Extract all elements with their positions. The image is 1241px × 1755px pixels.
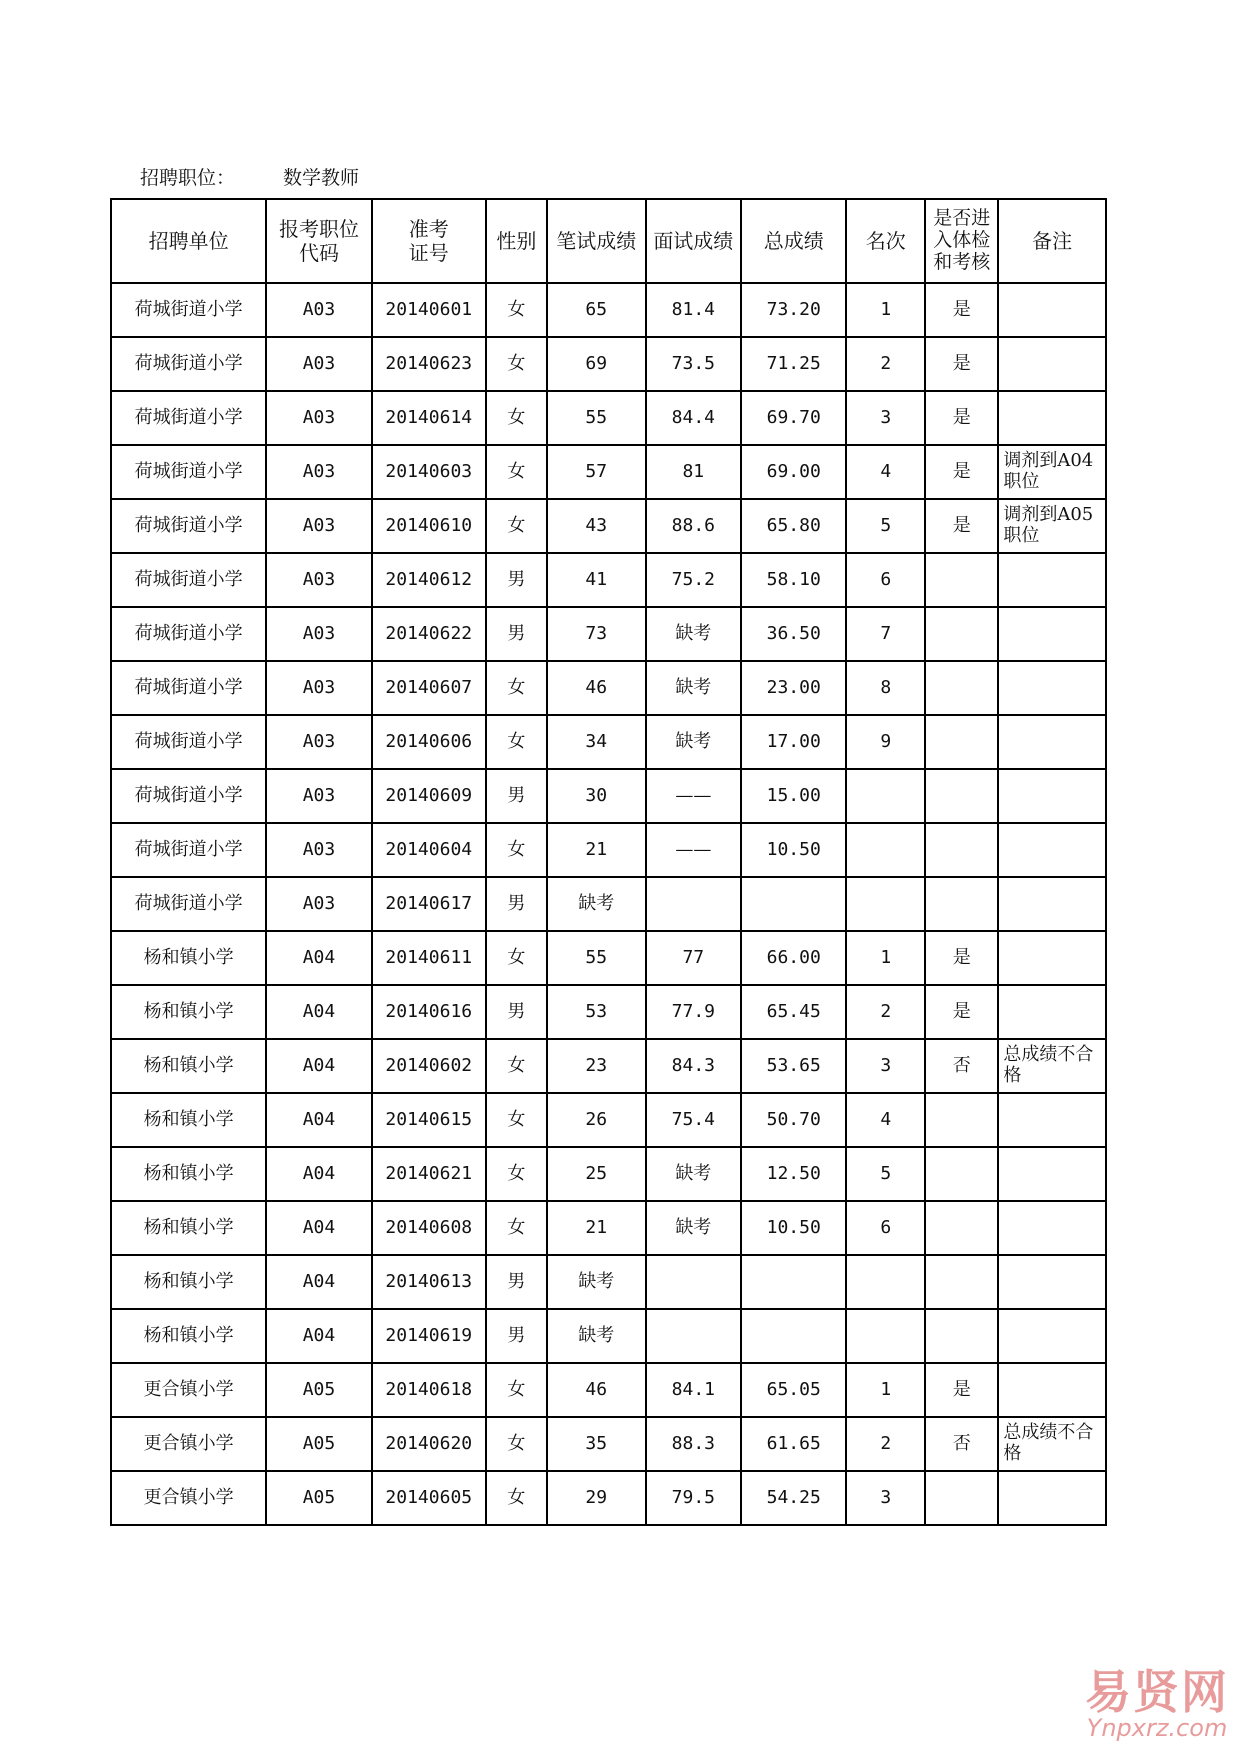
cell-total-score: 69.70 [741,391,846,445]
cell-rank: 9 [846,715,925,769]
cell-remarks [998,1093,1106,1147]
cell-written-score: 41 [547,553,646,607]
cell-unit: 荷城街道小学 [111,337,266,391]
cell-unit: 更合镇小学 [111,1417,266,1471]
col-header-physical-check-line3: 和考核 [933,250,991,273]
table-row [111,499,1106,553]
cell-unit: 杨和镇小学 [111,1255,266,1309]
table-row [111,283,1106,337]
col-header-physical-check-line1: 是否进 [933,207,991,230]
cell-physical-check [925,1147,998,1201]
cell-exam-number: 20140614 [372,391,486,445]
cell-physical-check [925,1093,998,1147]
cell-rank: 3 [846,1039,925,1093]
cell-unit: 荷城街道小学 [111,877,266,931]
table-row [111,1039,1106,1093]
cell-position-code: A05 [266,1417,371,1471]
watermark-cn: 易贤网 [1085,1664,1229,1719]
cell-position-code: A03 [266,823,371,877]
cell-interview-score: 79.5 [646,1471,741,1525]
cell-interview-score: 77 [646,931,741,985]
table-row [111,1309,1106,1363]
cell-total-score: 10.50 [741,1201,846,1255]
col-header-exam-number-line2: 证号 [408,241,449,265]
cell-written-score: 缺考 [547,1309,646,1363]
cell-position-code: A03 [266,283,371,337]
cell-gender: 女 [486,1147,547,1201]
cell-unit: 杨和镇小学 [111,1039,266,1093]
table-row [111,1255,1106,1309]
table-row [111,607,1106,661]
cell-position-code: A03 [266,769,371,823]
watermark-en: Ynpxrz.com [1086,1713,1228,1742]
cell-unit: 荷城街道小学 [111,391,266,445]
table-row [111,1201,1106,1255]
cell-written-score: 46 [547,1363,646,1417]
cell-physical-check [925,553,998,607]
cell-physical-check [925,661,998,715]
cell-gender: 男 [486,1309,547,1363]
table-row [111,1417,1106,1471]
cell-interview-score: 81.4 [646,283,741,337]
cell-written-score: 21 [547,1201,646,1255]
cell-gender: 男 [486,553,547,607]
cell-remarks [998,553,1106,607]
cell-interview-score: 84.3 [646,1039,741,1093]
cell-written-score: 69 [547,337,646,391]
col-header-position-code-line1: 报考职位 [278,217,359,241]
cell-remarks: 总成绩不合格 [998,1417,1106,1471]
cell-gender: 女 [486,283,547,337]
cell-position-code: A03 [266,715,371,769]
cell-unit: 杨和镇小学 [111,1147,266,1201]
cell-remarks [998,1471,1106,1525]
cell-written-score: 55 [547,391,646,445]
cell-unit: 杨和镇小学 [111,931,266,985]
cell-remarks [998,1201,1106,1255]
cell-interview-score: 77.9 [646,985,741,1039]
cell-total-score: 65.05 [741,1363,846,1417]
cell-total-score [741,1309,846,1363]
cell-gender: 女 [486,715,547,769]
cell-remarks [998,769,1106,823]
cell-remarks [998,391,1106,445]
table-row [111,1363,1106,1417]
cell-total-score: 65.45 [741,985,846,1039]
cell-rank: 8 [846,661,925,715]
col-header-interview-score: 面试成绩 [646,199,741,283]
cell-written-score: 55 [547,931,646,985]
cell-unit: 更合镇小学 [111,1471,266,1525]
table-row [111,445,1106,499]
cell-rank: 2 [846,1417,925,1471]
cell-written-score: 57 [547,445,646,499]
cell-physical-check: 是 [925,391,998,445]
cell-written-score: 73 [547,607,646,661]
score-table [110,198,1107,1526]
cell-interview-score [646,877,741,931]
cell-unit: 杨和镇小学 [111,985,266,1039]
cell-remarks [998,985,1106,1039]
cell-gender: 女 [486,499,547,553]
table-row [111,553,1106,607]
cell-exam-number: 20140622 [372,607,486,661]
cell-physical-check [925,877,998,931]
cell-interview-score: 缺考 [646,715,741,769]
cell-written-score: 25 [547,1147,646,1201]
col-header-written-score: 笔试成绩 [547,199,646,283]
cell-rank: 1 [846,931,925,985]
cell-physical-check: 是 [925,499,998,553]
cell-written-score: 26 [547,1093,646,1147]
cell-rank: 1 [846,1363,925,1417]
cell-gender: 男 [486,985,547,1039]
cell-gender: 女 [486,823,547,877]
cell-interview-score: 84.4 [646,391,741,445]
cell-written-score: 34 [547,715,646,769]
cell-exam-number: 20140607 [372,661,486,715]
table-row [111,931,1106,985]
col-header-remarks: 备注 [998,199,1106,283]
cell-written-score: 30 [547,769,646,823]
cell-unit: 荷城街道小学 [111,715,266,769]
cell-gender: 女 [486,391,547,445]
cell-position-code: A03 [266,337,371,391]
cell-interview-score: 缺考 [646,1147,741,1201]
cell-exam-number: 20140617 [372,877,486,931]
cell-total-score: 61.65 [741,1417,846,1471]
cell-rank: 4 [846,445,925,499]
cell-physical-check: 是 [925,1363,998,1417]
cell-interview-score: 84.1 [646,1363,741,1417]
table-body [111,283,1106,1525]
cell-gender: 女 [486,1417,547,1471]
cell-interview-score: 88.3 [646,1417,741,1471]
cell-total-score: 17.00 [741,715,846,769]
cell-remarks [998,1309,1106,1363]
cell-unit: 荷城街道小学 [111,607,266,661]
cell-exam-number: 20140615 [372,1093,486,1147]
cell-unit: 更合镇小学 [111,1363,266,1417]
cell-rank: 4 [846,1093,925,1147]
table-row [111,985,1106,1039]
cell-gender: 女 [486,1363,547,1417]
cell-remarks [998,1363,1106,1417]
table-row [111,715,1106,769]
cell-unit: 荷城街道小学 [111,823,266,877]
cell-total-score: 66.00 [741,931,846,985]
cell-unit: 杨和镇小学 [111,1093,266,1147]
cell-exam-number: 20140613 [372,1255,486,1309]
cell-exam-number: 20140611 [372,931,486,985]
cell-exam-number: 20140616 [372,985,486,1039]
cell-remarks [998,1255,1106,1309]
cell-written-score: 65 [547,283,646,337]
cell-unit: 荷城街道小学 [111,553,266,607]
cell-remarks [998,337,1106,391]
cell-exam-number: 20140623 [372,337,486,391]
cell-total-score: 36.50 [741,607,846,661]
col-header-position-code [266,199,371,283]
cell-unit: 荷城街道小学 [111,769,266,823]
cell-exam-number: 20140603 [372,445,486,499]
cell-gender: 女 [486,1201,547,1255]
cell-exam-number: 20140612 [372,553,486,607]
cell-rank [846,877,925,931]
table-row [111,769,1106,823]
cell-physical-check: 是 [925,337,998,391]
cell-exam-number: 20140619 [372,1309,486,1363]
cell-gender: 男 [486,769,547,823]
cell-gender: 女 [486,1039,547,1093]
cell-remarks [998,715,1106,769]
table-row [111,823,1106,877]
cell-physical-check [925,1255,998,1309]
cell-exam-number: 20140608 [372,1201,486,1255]
col-header-total-score: 总成绩 [741,199,846,283]
cell-position-code: A03 [266,877,371,931]
cell-position-code: A03 [266,499,371,553]
cell-gender: 女 [486,661,547,715]
cell-gender: 男 [486,877,547,931]
cell-interview-score [646,1309,741,1363]
cell-rank: 1 [846,283,925,337]
watermark-logo [1085,1664,1229,1742]
col-header-exam-number-line1: 准考 [408,217,449,241]
cell-written-score: 29 [547,1471,646,1525]
cell-physical-check [925,607,998,661]
table-header-row [111,199,1106,283]
cell-physical-check [925,715,998,769]
cell-position-code: A03 [266,661,371,715]
cell-interview-score: 缺考 [646,1201,741,1255]
cell-physical-check: 是 [925,445,998,499]
cell-physical-check: 否 [925,1417,998,1471]
cell-remarks: 调剂到A04职位 [998,445,1106,499]
cell-remarks [998,931,1106,985]
cell-interview-score: 75.4 [646,1093,741,1147]
cell-exam-number: 20140605 [372,1471,486,1525]
cell-exam-number: 20140606 [372,715,486,769]
cell-rank: 6 [846,1201,925,1255]
cell-position-code: A05 [266,1363,371,1417]
cell-gender: 女 [486,1093,547,1147]
cell-exam-number: 20140601 [372,283,486,337]
cell-unit: 杨和镇小学 [111,1309,266,1363]
col-header-rank: 名次 [846,199,925,283]
cell-total-score: 54.25 [741,1471,846,1525]
cell-interview-score: 缺考 [646,607,741,661]
cell-remarks [998,661,1106,715]
cell-gender: 女 [486,445,547,499]
cell-total-score: 69.00 [741,445,846,499]
cell-position-code: A04 [266,1039,371,1093]
cell-rank [846,1255,925,1309]
cell-position-code: A04 [266,1093,371,1147]
cell-interview-score: 75.2 [646,553,741,607]
table-row [111,877,1106,931]
position-caption [140,163,359,190]
cell-total-score: 73.20 [741,283,846,337]
cell-rank: 6 [846,553,925,607]
cell-exam-number: 20140620 [372,1417,486,1471]
cell-written-score: 缺考 [547,1255,646,1309]
cell-rank [846,769,925,823]
cell-interview-score [646,1255,741,1309]
cell-rank: 2 [846,337,925,391]
cell-interview-score: 88.6 [646,499,741,553]
cell-total-score: 65.80 [741,499,846,553]
col-header-unit: 招聘单位 [111,199,266,283]
cell-physical-check [925,1201,998,1255]
cell-position-code: A03 [266,445,371,499]
cell-written-score: 53 [547,985,646,1039]
cell-position-code: A04 [266,1309,371,1363]
cell-physical-check: 是 [925,931,998,985]
cell-position-code: A04 [266,931,371,985]
cell-physical-check: 是 [925,985,998,1039]
cell-remarks [998,1147,1106,1201]
cell-total-score: 23.00 [741,661,846,715]
cell-interview-score: —— [646,823,741,877]
cell-written-score: 23 [547,1039,646,1093]
cell-gender: 男 [486,607,547,661]
cell-total-score [741,877,846,931]
cell-position-code: A04 [266,1255,371,1309]
cell-rank: 5 [846,499,925,553]
cell-total-score: 58.10 [741,553,846,607]
cell-exam-number: 20140609 [372,769,486,823]
cell-exam-number: 20140604 [372,823,486,877]
table-row [111,1093,1106,1147]
cell-total-score: 12.50 [741,1147,846,1201]
col-header-exam-number [372,199,486,283]
col-header-position-code-line2: 代码 [298,241,339,265]
cell-position-code: A05 [266,1471,371,1525]
cell-total-score: 50.70 [741,1093,846,1147]
cell-total-score: 10.50 [741,823,846,877]
cell-written-score: 缺考 [547,877,646,931]
col-header-gender: 性别 [486,199,547,283]
cell-interview-score: 73.5 [646,337,741,391]
cell-unit: 荷城街道小学 [111,283,266,337]
cell-rank [846,1309,925,1363]
cell-position-code: A03 [266,553,371,607]
table-row [111,337,1106,391]
cell-interview-score: 81 [646,445,741,499]
cell-interview-score: 缺考 [646,661,741,715]
cell-physical-check: 否 [925,1039,998,1093]
cell-physical-check [925,769,998,823]
position-label: 招聘职位： [140,167,236,189]
cell-physical-check [925,823,998,877]
cell-remarks: 总成绩不合格 [998,1039,1106,1093]
cell-remarks [998,877,1106,931]
table-row [111,661,1106,715]
cell-remarks [998,607,1106,661]
cell-total-score: 71.25 [741,337,846,391]
cell-interview-score: —— [646,769,741,823]
col-header-physical-check-line2: 入体检 [933,229,991,252]
cell-exam-number: 20140610 [372,499,486,553]
cell-remarks: 调剂到A05职位 [998,499,1106,553]
cell-unit: 荷城街道小学 [111,661,266,715]
cell-position-code: A03 [266,391,371,445]
table-row [111,391,1106,445]
cell-gender: 女 [486,1471,547,1525]
cell-position-code: A04 [266,1201,371,1255]
position-value: 数学教师 [283,167,360,189]
table-row [111,1147,1106,1201]
cell-total-score: 15.00 [741,769,846,823]
cell-gender: 女 [486,337,547,391]
cell-gender: 女 [486,931,547,985]
cell-physical-check: 是 [925,283,998,337]
cell-rank [846,823,925,877]
cell-exam-number: 20140602 [372,1039,486,1093]
cell-physical-check [925,1471,998,1525]
cell-exam-number: 20140618 [372,1363,486,1417]
cell-rank: 5 [846,1147,925,1201]
cell-position-code: A03 [266,607,371,661]
table-row [111,1471,1106,1525]
cell-written-score: 46 [547,661,646,715]
cell-position-code: A04 [266,985,371,1039]
col-header-physical-check [925,199,998,283]
cell-remarks [998,823,1106,877]
cell-rank: 7 [846,607,925,661]
cell-rank: 3 [846,391,925,445]
cell-unit: 杨和镇小学 [111,1201,266,1255]
cell-total-score [741,1255,846,1309]
cell-written-score: 21 [547,823,646,877]
cell-position-code: A04 [266,1147,371,1201]
cell-written-score: 43 [547,499,646,553]
cell-written-score: 35 [547,1417,646,1471]
cell-gender: 男 [486,1255,547,1309]
cell-rank: 2 [846,985,925,1039]
cell-rank: 3 [846,1471,925,1525]
cell-remarks [998,283,1106,337]
cell-exam-number: 20140621 [372,1147,486,1201]
cell-unit: 荷城街道小学 [111,445,266,499]
cell-total-score: 53.65 [741,1039,846,1093]
cell-unit: 荷城街道小学 [111,499,266,553]
cell-physical-check [925,1309,998,1363]
